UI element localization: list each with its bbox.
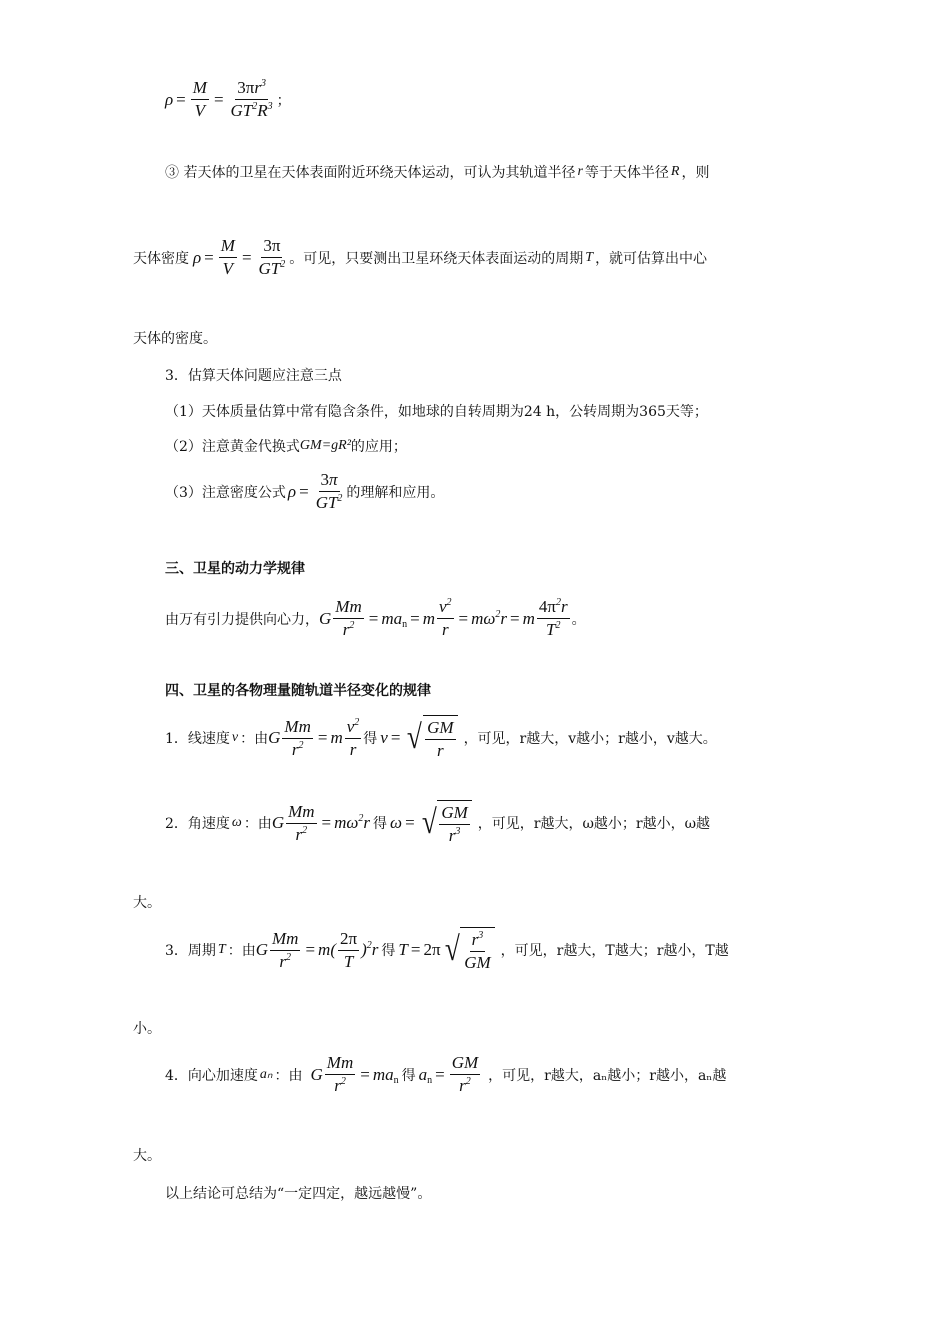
period-line: 3．周期 T ：由 G $\frac{Mm}{r^2}$ = m( $\frac{2\pi}{T}$ )$^2$r 得 T = 2π √ $\frac{r^3}{GM}$ ，可见，r越大，T越大；r越小，T越 — [165, 928, 729, 972]
subsection-3-title: 3．估算天体问题应注意三点 — [165, 368, 342, 384]
paragraph-line-4: 天体的密度。 — [133, 331, 217, 347]
note-2: （2）注意黄金代换式 GM=gR² 的应用； — [165, 438, 407, 455]
section-heading-4: 四、卫星的各物理量随轨道半径变化的规律 — [165, 683, 431, 699]
note-1: （1）天体质量估算中常有隐含条件，如地球的自转周期为24 h，公转周期为365天等； — [165, 404, 708, 420]
density-formula-1: ρ = $\frac{M}{V}$ = $\frac{3\pi r^3}{GT^2R^3}$ ； — [165, 78, 291, 120]
note-3: （3）注意密度公式 ρ = $\frac{3\pi}{GT^2}$ 的理解和应用。 — [165, 470, 445, 512]
dynamics-formula-line: 由万有引力提供向心力， G $\frac{Mm}{r^2}$ = $ma_n$ = m $\frac{v^2}{r}$ = $m\omega^2r$ = m $\frac{4\pi^2r}{T^2}$ 。 — [165, 597, 586, 639]
period-continued: 小。 — [133, 1021, 161, 1037]
paragraph-line-3: 天体密度 ρ = $\frac{M}{V}$ = $\frac{3\pi}{GT^2}$ 。可见，只要测出卫星环绕天体表面运动的周期 T ，就可估算出中心 — [133, 236, 708, 278]
section-heading-3: 三、卫星的动力学规律 — [165, 561, 305, 577]
sqrt-GM-r: √ $\frac{GM}{r}$ — [405, 715, 457, 761]
linear-velocity-line: 1．线速度 v ：由 G $\frac{Mm}{r^2}$ = m $\frac{v^2}{r}$ 得 v = √ $\frac{GM}{r}$ ，可见，r越大，v越小；r越小，v越大。 — [165, 716, 717, 760]
angular-velocity-line: 2．角速度 ω ：由 G $\frac{Mm}{r^2}$ = $m\omega^2r$ 得 ω = √ $\frac{GM}{r^3}$ ，可见，r越大，ω越小；r越小，ω越 — [165, 801, 710, 845]
math-rho: ρ — [165, 89, 174, 109]
summary-line: 以上结论可总结为“一定四定，越远越慢”。 — [165, 1186, 432, 1202]
centripetal-acceleration-line: 4．向心加速度 aₙ ：由 G $\frac{Mm}{r^2}$ = $ma_n$ 得 $a_n$ = $\frac{GM}{r^2}$ ，可见，r越大，aₙ越小；r越小，aₙ越 — [165, 1053, 727, 1095]
acceleration-continued: 大。 — [133, 1148, 161, 1164]
fraction-M-V: $\frac{M}{V}$ — [192, 78, 207, 120]
angular-velocity-continued: 大。 — [133, 895, 161, 911]
fraction-3pi-GT2: $\frac{3\pi}{GT^2}$ — [258, 236, 286, 278]
l1-end: ； — [276, 92, 291, 109]
paragraph-line-2: ③ 若天体的卫星在天体表面附近环绕天体运动，可认为其轨道半径 r 等于天体半径 R ，则 — [165, 164, 710, 181]
fraction-3pi-r3: $\frac{3\pi r^3}{GT^2R^3}$ — [230, 78, 273, 120]
